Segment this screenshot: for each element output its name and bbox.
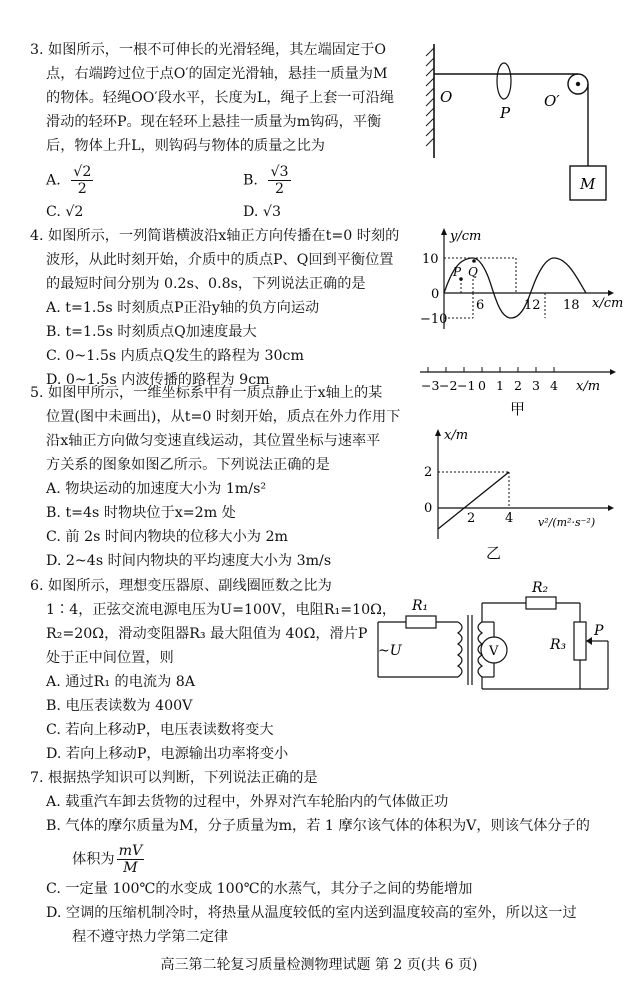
q6-option-d: D. 若向上移动P，电源输出功率将变小 xyxy=(46,746,289,762)
yi-graph-figure xyxy=(410,424,625,564)
yi-ylabel: x/m xyxy=(444,428,469,443)
q7-stem: 7. 根据热学知识可以判断，下列说法正确的是 xyxy=(30,770,318,786)
jia-tick-neg1: −1 xyxy=(457,378,476,393)
jia-axis-figure xyxy=(418,362,628,424)
q7-option-d-line1: D. 空调的压缩机制冷时，将热量从温度较低的室内送到温度较高的室外，所以这一过 xyxy=(46,905,577,921)
q3-option-a: A. $\frac{√2}{2}$ xyxy=(46,164,92,197)
q4-line-2: 波形，从此时刻开始，介质中的质点P、Q回到平衡位置 xyxy=(46,252,394,268)
q5-line-1: 5. 如图甲所示，一维坐标系中有一质点静止于x轴上的某 xyxy=(30,385,383,401)
circuit-label-u: ~U xyxy=(378,643,402,659)
q3-line-2: 点，右端跨过位于点O′的固定光滑轴，悬挂一质量为M xyxy=(46,66,388,82)
q6-option-a: A. 通过R₁ 的电流为 8A xyxy=(46,674,196,690)
jia-tick-1: 1 xyxy=(496,378,504,393)
q4-xlabel-visible: x/cm xyxy=(592,296,624,311)
q7-option-b-line2: 体积为 $\frac{mV}{M}$ xyxy=(72,843,143,876)
q4-xtick-12: 12 xyxy=(524,298,541,313)
q3-label-o-prime: O′ xyxy=(544,92,560,110)
q3-option-c: C. √2 xyxy=(46,204,84,220)
q5-line-3: 沿x轴正方向做匀变速直线运动，其位置坐标与速率平 xyxy=(46,433,381,449)
q3-figure xyxy=(420,38,620,213)
q4-option-c: C. 0~1.5s 内质点Q发生的路程为 30cm xyxy=(46,348,304,364)
q3-option-b: B. $\frac{√3}{2}$ xyxy=(243,164,289,197)
q5-option-b: B. t=4s 时物块位于x=2m 处 xyxy=(46,505,236,521)
q5-option-c: C. 前 2s 时间内物块的位移大小为 2m xyxy=(46,529,288,545)
q6-option-c: C. 若向上移动P，电压表读数将变大 xyxy=(46,722,274,738)
q3-label-o: O xyxy=(440,88,453,106)
q6-option-b: B. 电压表读数为 400V xyxy=(46,698,193,714)
q5-line-4: 方关系的图象如图乙所示。下列说法正确的是 xyxy=(46,457,330,473)
yi-caption: 乙 xyxy=(486,544,502,562)
q4-xtick-18: 18 xyxy=(563,298,580,313)
jia-tick-2: 2 xyxy=(514,378,522,393)
q7-option-d-line2: 程不遵守热力学第二定律 xyxy=(72,929,229,945)
q5-option-d: D. 2~4s 时间内物块的平均速度大小为 3m/s xyxy=(46,553,332,569)
q5-option-a: A. 物块运动的加速度大小为 1m/s² xyxy=(46,481,267,497)
q4-ytick-neg10: −10 xyxy=(420,312,448,327)
q5-line-2: 位置(图中未画出)，从t=0 时刻开始，质点在外力作用下 xyxy=(46,409,401,425)
q3-label-p: P xyxy=(500,104,511,122)
q4-wave-figure xyxy=(420,225,624,335)
q4-ytick-0: 0 xyxy=(431,287,440,302)
q4-ytick-10: 10 xyxy=(422,252,439,267)
q3-line-1: 3. 如图所示，一根不可伸长的光滑轻绳，其左端固定于O xyxy=(30,42,386,58)
jia-tick-neg2: −2 xyxy=(439,378,458,393)
q3-label-m: M xyxy=(580,175,596,193)
q7-option-a: A. 载重汽车卸去货物的过程中，外界对汽车轮胎内的气体做正功 xyxy=(46,794,449,810)
yi-xlabel: v²/(m²·s⁻²) xyxy=(538,516,596,529)
q4-xtick-6: 6 xyxy=(476,298,485,313)
q4-point-q: Q xyxy=(468,265,478,279)
q6-line-2: 1∶4，正弦交流电源电压为U=100V，电阻R₁=10Ω， xyxy=(46,602,397,618)
jia-tick-neg3: −3 xyxy=(421,378,440,393)
q3-line-4: 滑动的轻环P。现在轻环上悬挂一质量为m钩码，平衡 xyxy=(46,114,382,130)
jia-unit: x/m xyxy=(576,379,601,394)
q7-option-c: C. 一定量 100℃的水变成 100℃的水蒸气，其分子之间的势能增加 xyxy=(46,881,473,897)
jia-caption: 甲 xyxy=(510,400,526,418)
q4-ylabel: y/cm xyxy=(450,229,482,244)
q6-circuit-figure xyxy=(368,575,630,700)
yi-origin: 0 xyxy=(424,501,433,516)
q4-option-a: A. t=1.5s 时刻质点P正沿y轴的负方向运动 xyxy=(46,300,320,316)
voltmeter-label: V xyxy=(489,644,499,659)
circuit-label-p: P xyxy=(594,623,604,639)
q3-line-3: 的物体。轻绳OO′段水平，长度为L，绳子上套一可沿绳 xyxy=(46,90,395,106)
page-footer: 高三第二轮复习质量检测物理试题 第 2 页(共 6 页) xyxy=(160,957,478,973)
yi-ytick-2: 2 xyxy=(424,465,433,480)
jia-tick-3: 3 xyxy=(532,378,540,393)
q4-line-3: 的最短时间分别为 0.2s、0.8s，下列说法正确的是 xyxy=(46,276,366,292)
circuit-label-r3: R₃ xyxy=(550,637,567,653)
yi-xtick-4: 4 xyxy=(505,511,514,526)
q4-option-d: D. 0~1.5s 内波传播的路程为 9cm xyxy=(46,372,270,388)
circuit-label-r1: R₁ xyxy=(412,598,429,614)
q7-option-b-line1: B. 气体的摩尔质量为M，分子质量为m，若 1 摩尔该气体的体积为V，则该气体分子的 xyxy=(46,818,590,834)
q4-option-b: B. t=1.5s 时刻质点Q加速度最大 xyxy=(46,324,257,340)
circuit-label-r2: R₂ xyxy=(532,580,549,596)
q4-line-1: 4. 如图所示，一列简谐横波沿x轴正方向传播在t=0 时刻的 xyxy=(30,228,400,244)
jia-tick-0: 0 xyxy=(478,378,486,393)
q3-line-5: 后，物体上升L，则钩码与物体的质量之比为 xyxy=(46,138,325,154)
q6-line-4: 处于正中间位置，则 xyxy=(46,650,174,666)
q6-line-3: R₂=20Ω，滑动变阻器R₃ 最大阻值为 40Ω，滑片P xyxy=(46,626,368,642)
yi-xtick-2: 2 xyxy=(467,511,476,526)
q4-point-p: P xyxy=(453,265,462,279)
q6-line-1: 6. 如图所示，理想变压器原、副线圈匝数之比为 xyxy=(30,578,332,594)
q3-option-d: D. √3 xyxy=(243,204,281,220)
jia-tick-4: 4 xyxy=(550,378,558,393)
